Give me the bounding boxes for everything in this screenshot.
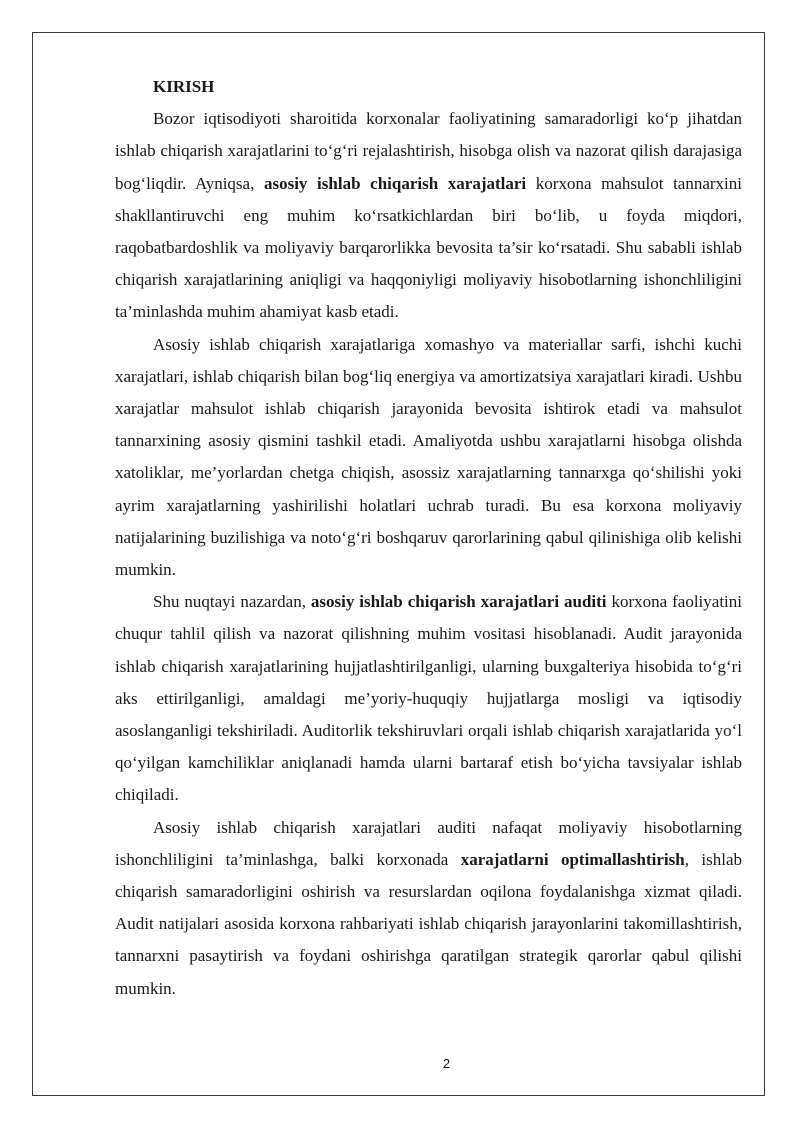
paragraph-3-bold: asosiy ishlab chiqarish xarajatlari auditi (310, 592, 607, 612)
paragraph-4 (115, 812, 742, 1005)
paragraph-3 (115, 586, 742, 811)
paragraph-1-text-c: korxona mahsulot tannarxini shakllantiruvchi eng muhim ko‘rsatkichlardan biri bo‘lib, u foyda miqdori, raqobatbardoshlik va moliyaviy barqarorlikka bevosita ta’sir ko‘rsatadi. Shu sababli ishlab chiqarish xarajatlarining aniqligi va haqqoniyligi moliyaviy hisobotlarning ishonchliligini ta’minlashda muhim ahamiyat kasb etadi. (115, 173, 742, 322)
paragraph-2: Asosiy ishlab chiqarish xarajatlariga xomashyo va materiallar sarfi, ishchi kuchi xarajatlari, ishlab chiqarish bilan bog‘liq energiya va amortizatsiya xarajatlari kiradi. Ushbu xarajatlar mahsulot ishlab chiqarish jarayonida bevosita ishtirok etadi va mahsulot tannarxining asosiy qismini tashkil etadi. Amaliyotda ushbu xarajatlarni hisobga olishda xatoliklar, me’yorlardan chetga chiqish, asossiz xarajatlarning tannarxga qo‘shilishi yoki ayrim xarajatlarning yashirilishi holatlari uchrab turadi. Bu esa korxona moliyaviy natijalarining buzilishiga va noto‘g‘ri boshqaruv qarorlarining qabul qilinishiga olib kelishi mumkin. (115, 334, 742, 580)
paragraph-1-bold: asosiy ishlab chiqarish xarajatlari (263, 173, 527, 193)
paragraph-3-text-c: korxona faoliyatini chuqur tahlil qilish va nazorat qilishning muhim vositasi hisoblanadi. Audit jarayonida ishlab chiqarish xarajatlarining hujjatlashtirilganligi, ularning buxgalteriya hisobida to‘g‘ri aks ettirilganligi, amaldagi me’yoriy-huquqiy hujjatlarga mosligi va iqtisodiy asoslanganligi tekshiriladi. Auditorlik tekshiruvlari orqali ishlab chiqarish xarajatlarida yo‘l qo‘yilgan kamchiliklar aniqlanadi hamda ularni bartaraf etish bo‘yicha tavsiyalar ishlab chiqiladi. (115, 592, 742, 805)
paragraph-1 (115, 103, 742, 328)
paragraph-4-bold: xarajatlarni optimallashtirish (460, 849, 685, 869)
page-number: 2 (442, 1056, 451, 1071)
paragraph-4-text-a: Asosiy ishlab chiqarish xarajatlari auditi nafaqat moliyaviy hisobotlarning ishonchliligini ta’minlashga, balki korxonada (115, 817, 742, 869)
section-heading: KIRISH (153, 77, 215, 96)
paragraph-4-text-c: , ishlab chiqarish samaradorligini oshirish va resurslardan oqilona foydalanishga xizmat qiladi. Audit natijalari asosida korxona rahbariyati ishlab chiqarish jarayonlarini takomillashtirish, tannarxni pasaytirish va foydani oshirishga qaratilgan strategik qarorlar qabul qilishi mumkin. (115, 849, 743, 998)
paragraph-1-text-a: Bozor iqtisodiyoti sharoitida korxonalar faoliyatining samaradorligi ko‘p jihatdan ishlab chiqarish xarajatlarini to‘g‘ri rejalashtirish, hisobga olish va nazorat qilish darajasiga bog‘liqdir. Ayniqsa, (115, 109, 742, 193)
document-body (115, 71, 742, 1005)
paragraph-3-text-a: Shu nuqtayi nazardan, (153, 592, 311, 612)
